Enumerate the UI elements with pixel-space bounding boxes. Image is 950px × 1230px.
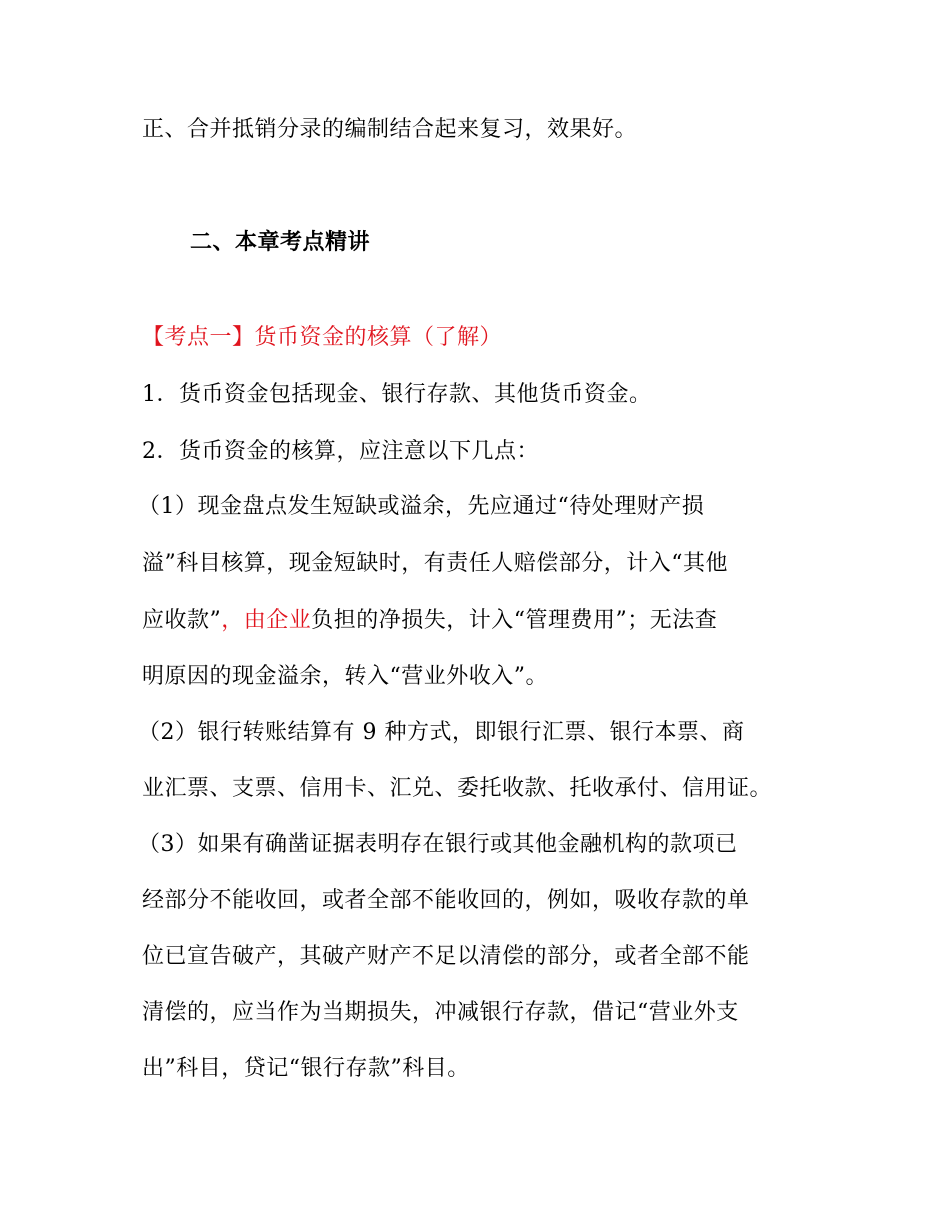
sub1-line-3-start: 应收款” xyxy=(142,608,222,633)
sub1-line-3-red-text: ，由企业 xyxy=(221,608,312,633)
point-heading: 【考点一】货币资金的核算（了解） xyxy=(142,325,503,350)
section-heading: 二、本章考点精讲 xyxy=(190,230,371,255)
sub1-line-2: 溢”科目核算，现金短缺时，有责任人赔偿部分，计入“其他 xyxy=(142,551,728,576)
item-1-text: 1．货币资金包括现金、银行存款、其他货币资金。 xyxy=(142,382,652,407)
intro-tail-text: 正、合并抵销分录的编制结合起来复习，效果好。 xyxy=(142,117,638,142)
sub3-line-1: （3）如果有确凿证据表明存在银行或其他金融机构的款项已 xyxy=(138,832,738,857)
sub1-line-4: 明原因的现金溢余，转入“营业外收入”。 xyxy=(142,664,548,689)
item-2-text: 2．货币资金的核算，应注意以下几点： xyxy=(142,439,539,464)
sub2-line-2: 业汇票、支票、信用卡、汇兑、委托收款、托收承付、信用证。 xyxy=(142,776,773,801)
sub3-line-4: 清偿的，应当作为当期损失，冲减银行存款，借记“营业外支 xyxy=(142,1000,739,1025)
sub1-line-3 xyxy=(142,606,717,636)
sub2-line-1: （2）银行转账结算有 9 种方式，即银行汇票、银行本票、商 xyxy=(138,720,745,745)
sub3-line-3: 位已宣告破产，其破产财产不足以清偿的部分，或者全部不能 xyxy=(142,944,750,969)
sub1-line-3-end: 负担的净损失，计入“管理费用”；无法查 xyxy=(311,608,718,633)
sub1-line-1: （1）现金盘点发生短缺或溢余，先应通过“待处理财产损 xyxy=(138,494,705,519)
sub3-line-5: 出”科目，贷记“银行存款”科目。 xyxy=(142,1056,470,1081)
sub3-line-2: 经部分不能收回，或者全部不能收回的，例如，吸收存款的单 xyxy=(142,888,750,913)
